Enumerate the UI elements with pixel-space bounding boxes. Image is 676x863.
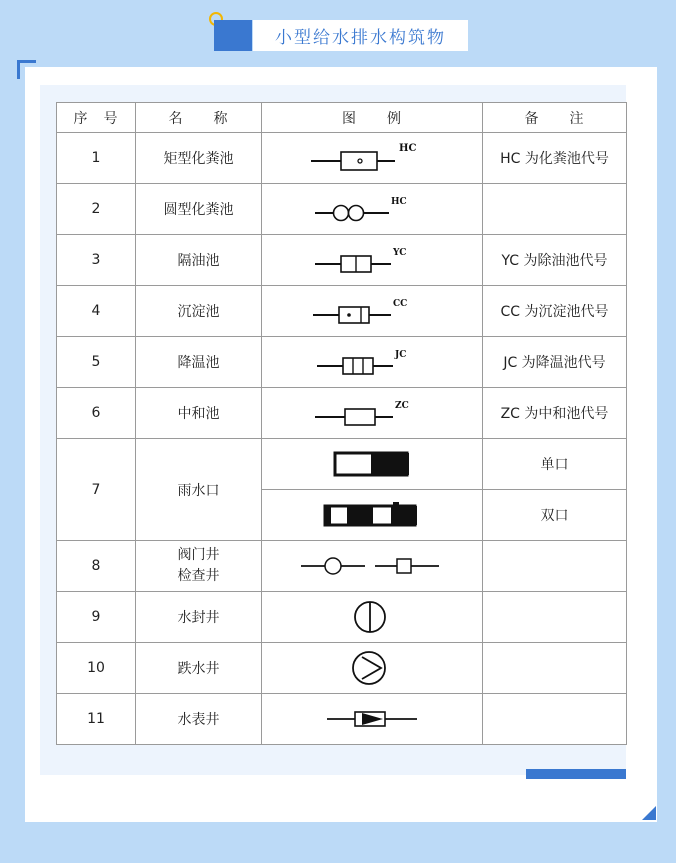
table-row [57, 643, 627, 694]
corner-triangle-icon [642, 806, 656, 820]
sedimentation-tank-icon [307, 294, 437, 328]
row-note: CC 为沉淀池代号 [483, 286, 627, 337]
row-index: 9 [57, 592, 136, 643]
row-index: 4 [57, 286, 136, 337]
header-name: 名 称 [136, 103, 262, 133]
row-name: 水封井 [136, 592, 262, 643]
grease-trap-icon [307, 243, 437, 277]
code-label: ZC [395, 401, 409, 411]
row-index: 3 [57, 235, 136, 286]
table-row [57, 286, 627, 337]
row-note [483, 643, 627, 694]
row-note [483, 541, 627, 592]
water-seal-well-icon [307, 597, 437, 637]
table-row [57, 184, 627, 235]
neutralization-tank-icon [307, 396, 437, 430]
rain-inlet-single-icon [307, 447, 437, 481]
code-label: HC [391, 197, 407, 207]
row-name: 隔油池 [136, 235, 262, 286]
table-row [57, 235, 627, 286]
table-row [57, 133, 627, 184]
page-title: 小型给水排水构筑物 [253, 20, 468, 51]
table-header-row [57, 103, 627, 133]
table-row [57, 541, 627, 592]
header-index: 序 号 [57, 103, 136, 133]
row-name: 沉淀池 [136, 286, 262, 337]
row-index: 5 [57, 337, 136, 388]
row-note: ZC 为中和池代号 [483, 388, 627, 439]
table-row [57, 337, 627, 388]
table-row [57, 388, 627, 439]
row-note: 双口 [483, 490, 627, 541]
row-index: 7 [57, 439, 136, 541]
row-index: 2 [57, 184, 136, 235]
drop-well-icon [307, 648, 437, 688]
code-label: JC [395, 350, 407, 360]
row-index: 11 [57, 694, 136, 745]
row-name: 中和池 [136, 388, 262, 439]
row-name: 水表井 [136, 694, 262, 745]
row-note [483, 184, 627, 235]
row-name: 降温池 [136, 337, 262, 388]
accent-bar [526, 769, 626, 779]
table-row [57, 439, 627, 490]
rect-septic-tank-icon [307, 141, 437, 175]
row-name-line2: 检查井 [177, 568, 220, 584]
row-note [483, 592, 627, 643]
row-note: HC 为化粪池代号 [483, 133, 627, 184]
code-label: CC [393, 299, 408, 309]
row-name: 圆型化粪池 [136, 184, 262, 235]
row-note [483, 694, 627, 745]
code-label: HC [399, 143, 417, 154]
row-name [136, 541, 262, 592]
header-legend: 图 例 [262, 103, 483, 133]
row-name: 雨水口 [136, 439, 262, 541]
row-index: 6 [57, 388, 136, 439]
row-index: 10 [57, 643, 136, 694]
header-note: 备 注 [483, 103, 627, 133]
table-row [57, 592, 627, 643]
water-meter-well-icon [307, 702, 437, 736]
legend-table [56, 102, 627, 745]
row-name-line1: 阀门井 [177, 547, 220, 563]
row-note: JC 为降温池代号 [483, 337, 627, 388]
row-note: 单口 [483, 439, 627, 490]
round-septic-tank-icon [307, 192, 437, 226]
title-accent-block [214, 20, 252, 51]
valve-inspection-well-icon [297, 549, 447, 583]
row-name: 跌水井 [136, 643, 262, 694]
row-index: 1 [57, 133, 136, 184]
cooling-tank-icon [307, 345, 437, 379]
row-name: 矩型化粪池 [136, 133, 262, 184]
code-label: YC [393, 248, 407, 258]
row-note: YC 为除油池代号 [483, 235, 627, 286]
row-index: 8 [57, 541, 136, 592]
rain-inlet-double-icon [307, 498, 437, 532]
table-row [57, 694, 627, 745]
